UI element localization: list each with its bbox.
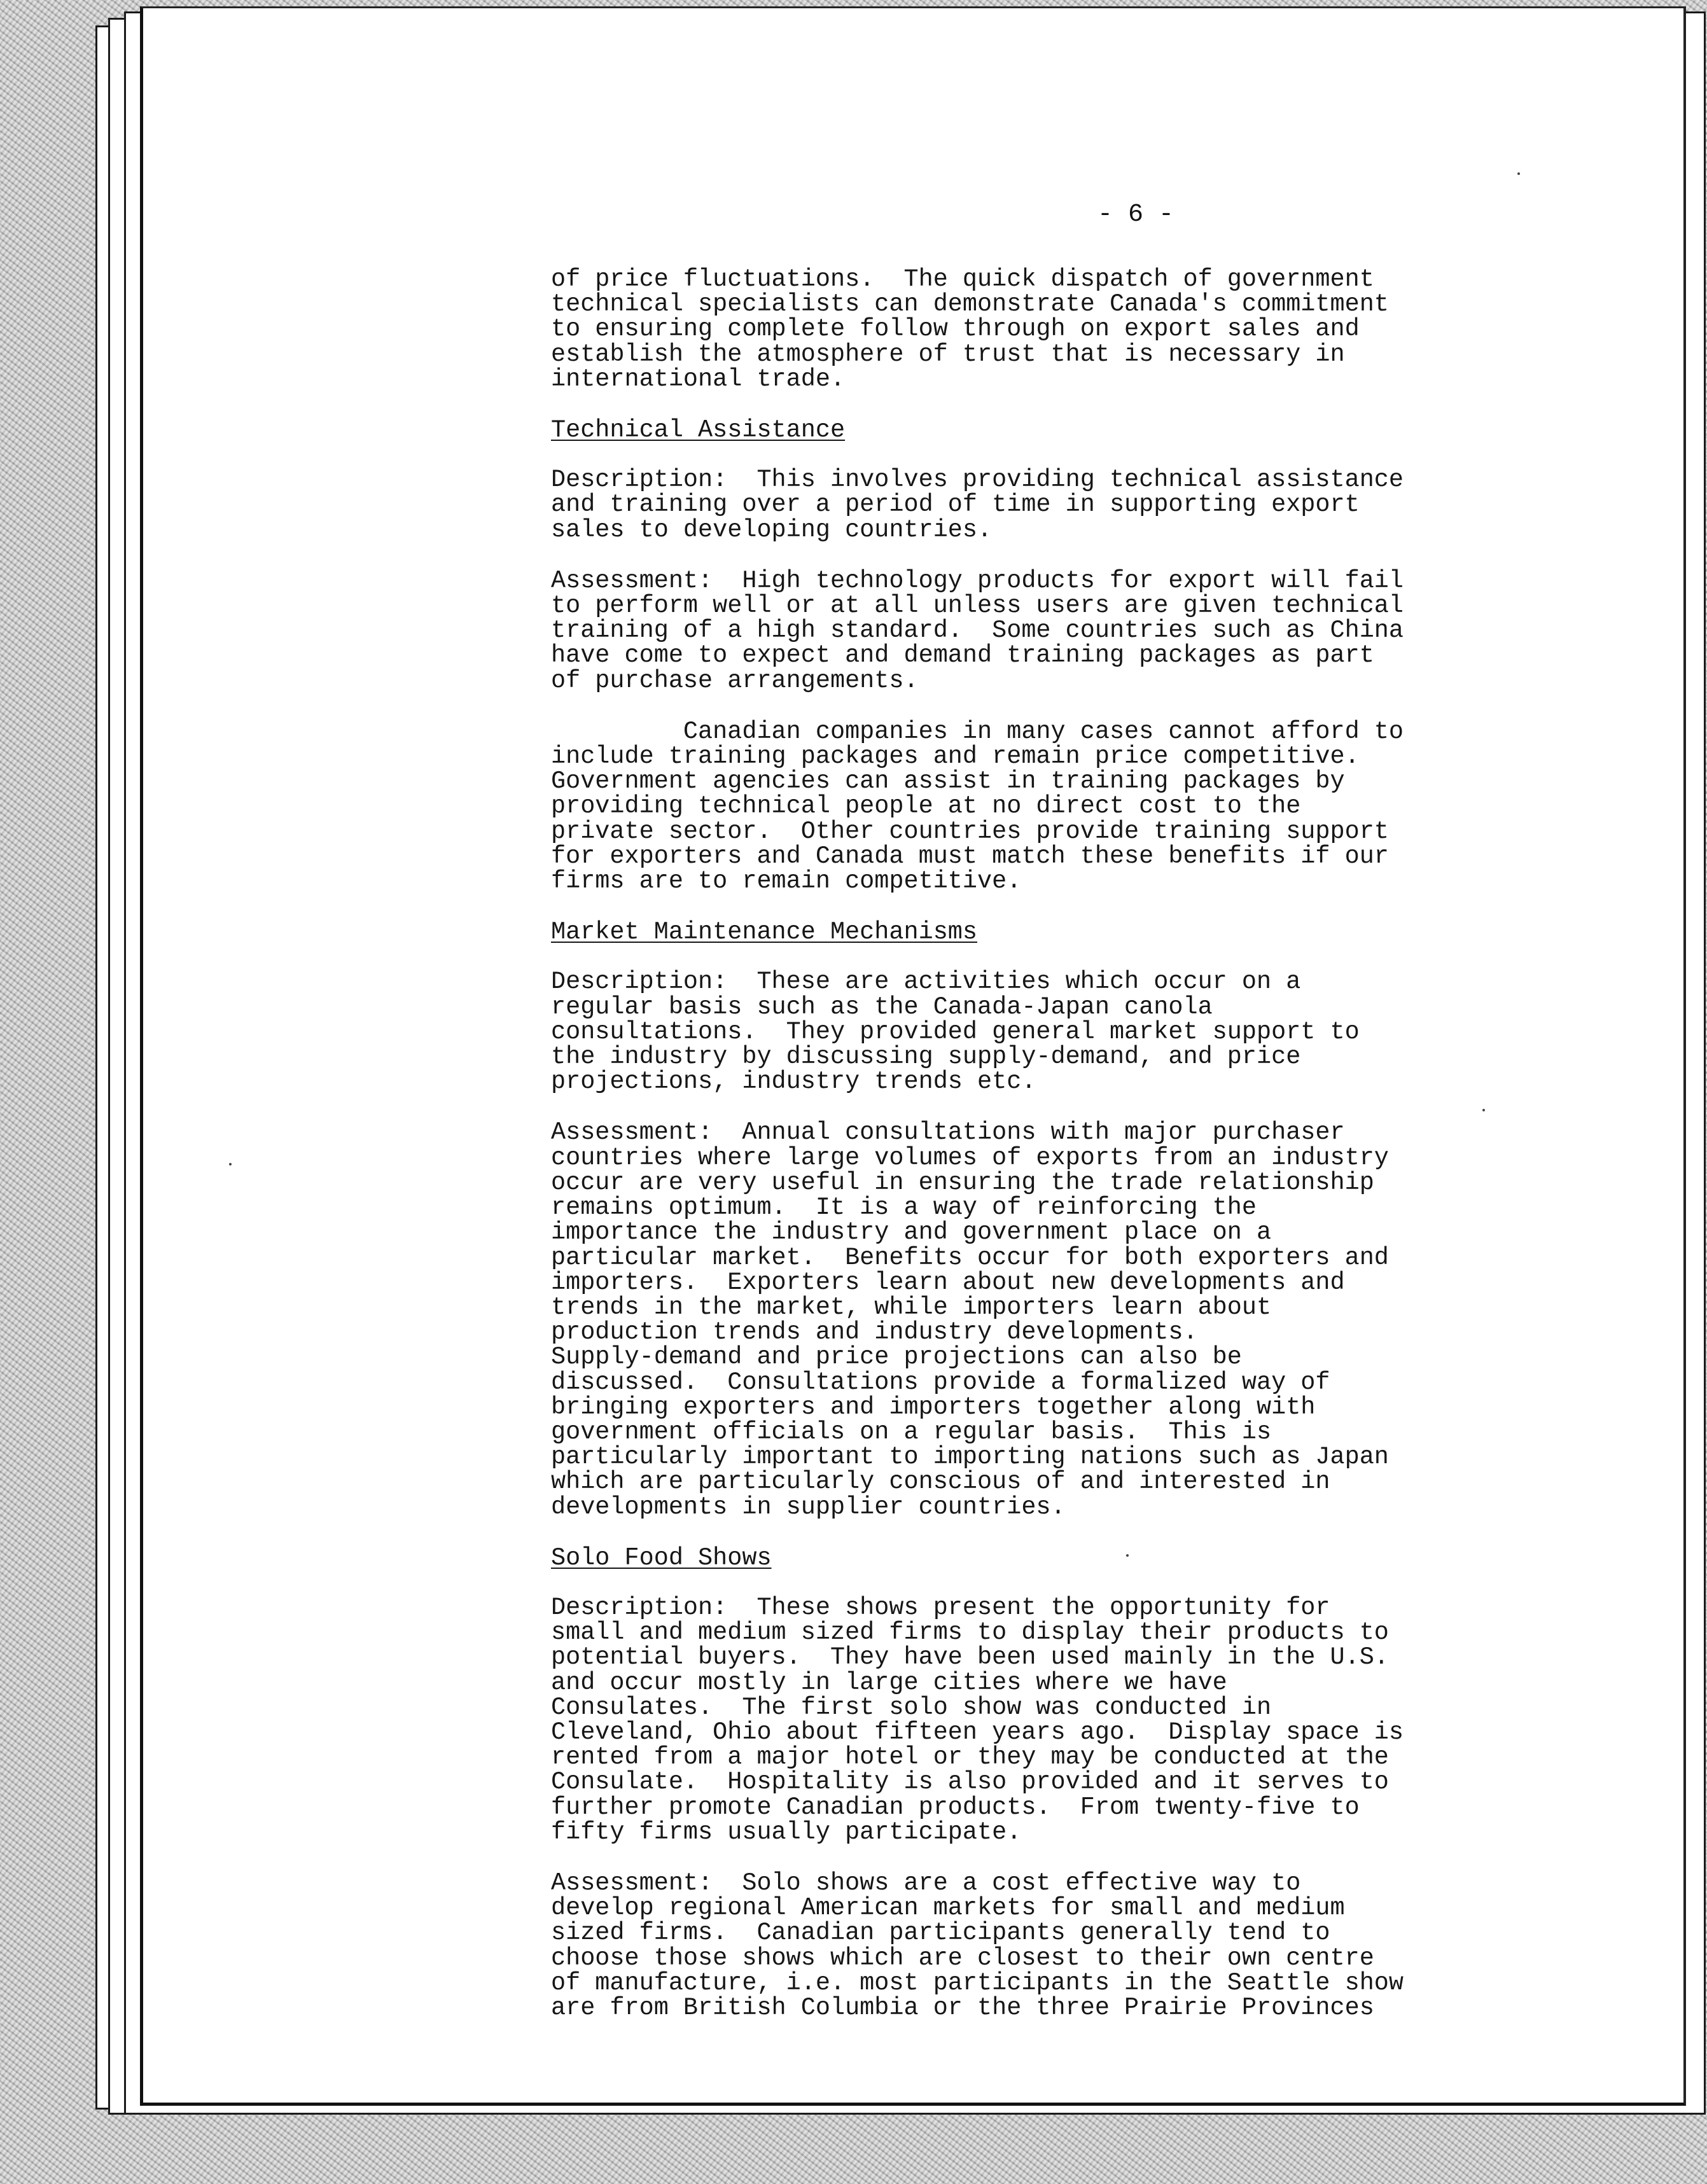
text-line: Cleveland, Ohio about fifteen years ago. Display space is — [551, 1718, 1404, 1746]
text-line: discussed. Consultations provide a formalized way of — [551, 1368, 1330, 1396]
text-line: particularly important to importing nations such as Japan — [551, 1443, 1389, 1471]
page-number: - 6 - — [1097, 200, 1174, 229]
text-line: establish the atmosphere of trust that is necessary in — [551, 340, 1345, 368]
text-line: sized firms. Canadian participants generally tend to — [551, 1919, 1330, 1947]
text-line: training of a high standard. Some countries such as China — [551, 616, 1404, 645]
text-line: private sector. Other countries provide training support — [551, 817, 1389, 845]
text-line: Supply-demand and price projections can also be — [551, 1343, 1242, 1372]
text-line: Assessment: Solo shows are a cost effective way to — [551, 1868, 1301, 1897]
text-line: Description: These are activities which occur on a — [551, 968, 1301, 996]
text-line: projections, industry trends etc. — [551, 1068, 1036, 1096]
text-line: countries where large volumes of exports from an industry — [551, 1143, 1389, 1172]
text-line: Assessment: High technology products for export will fail — [551, 566, 1404, 595]
text-line: for exporters and Canada must match these benefits if our — [551, 842, 1389, 870]
text-line: developments in supplier countries. — [551, 1492, 1066, 1521]
document-body — [551, 267, 1442, 2047]
text-line: production trends and industry developments. — [551, 1318, 1198, 1347]
text-line: Consulate. Hospitality is also provided and it serves to — [551, 1768, 1389, 1797]
text-line: to ensuring complete follow through on export sales and — [551, 315, 1360, 344]
technical-assistance-assessment — [551, 566, 1442, 695]
text-line: regular basis such as the Canada-Japan canola — [551, 992, 1213, 1021]
text-line: importance the industry and government place on a — [551, 1218, 1272, 1247]
scan-speck — [229, 1163, 232, 1165]
text-line: have come to expect and demand training packages as part — [551, 641, 1374, 670]
text-line: and occur mostly in large cities where we have — [551, 1668, 1227, 1697]
section-heading-market-maintenance: Market Maintenance Mechanisms — [551, 918, 978, 947]
text-line: Consulates. The first solo show was conducted in — [551, 1693, 1272, 1721]
text-line: the industry by discussing supply-demand, and price — [551, 1043, 1301, 1071]
text-line: rented from a major hotel or they may be conducted at the — [551, 1743, 1389, 1772]
text-line: trends in the market, while importers learn about — [551, 1293, 1272, 1321]
text-line: international trade. — [551, 365, 846, 393]
section-heading-technical-assistance: Technical Assistance — [551, 416, 846, 445]
text-line: providing technical people at no direct cost to the — [551, 792, 1301, 821]
text-line: develop regional American markets for small and medium — [551, 1894, 1345, 1923]
text-line: Description: This involves providing technical assistance — [551, 466, 1404, 494]
text-line: include training packages and remain price competitive. — [551, 742, 1360, 771]
text-line: which are particularly conscious of and interested in — [551, 1468, 1330, 1496]
text-line: of manufacture, i.e. most participants in the Seattle show — [551, 1968, 1404, 1997]
text-line: potential buyers. They have been used mainly in the U.S. — [551, 1643, 1389, 1672]
text-line: choose those shows which are closest to their own centre — [551, 1944, 1374, 1972]
text-line: remains optimum. It is a way of reinforcing the — [551, 1193, 1257, 1222]
section-heading-solo-food-shows: Solo Food Shows — [551, 1543, 772, 1572]
text-line: sales to developing countries. — [551, 515, 993, 544]
text-line: of purchase arrangements. — [551, 666, 919, 695]
text-line: Assessment: Annual consultations with major purchaser — [551, 1118, 1345, 1147]
text-line: and training over a period of time in supporting export — [551, 490, 1360, 519]
text-line: government officials on a regular basis. This is — [551, 1417, 1272, 1446]
text-line: bringing exporters and importers together along with — [551, 1393, 1316, 1421]
market-maintenance-assessment — [551, 1120, 1442, 1519]
text-line: importers. Exporters learn about new developments and — [551, 1268, 1345, 1297]
solo-food-shows-assessment — [551, 1868, 1442, 2022]
text-line: fifty firms usually participate. — [551, 1818, 1022, 1846]
technical-assistance-followup — [551, 717, 1442, 896]
text-line: Description: These shows present the opportunity for — [551, 1593, 1330, 1622]
text-line: to perform well or at all unless users are given technical — [551, 592, 1404, 620]
scan-speck — [1482, 1109, 1485, 1111]
text-line: technical specialists can demonstrate Canada's commitment — [551, 290, 1389, 319]
text-line: particular market. Benefits occur for both exporters and — [551, 1243, 1389, 1272]
text-line: consultations. They provided general market support to — [551, 1017, 1360, 1046]
text-line: occur are very useful in ensuring the trade relationship — [551, 1168, 1374, 1197]
text-line: small and medium sized firms to display their products to — [551, 1618, 1389, 1647]
text-line: of price fluctuations. The quick dispatch of government — [551, 265, 1374, 293]
scan-speck — [1517, 172, 1520, 175]
text-line: Canadian companies in many cases cannot afford to — [551, 717, 1404, 746]
solo-food-shows-description — [551, 1593, 1442, 1846]
text-line: firms are to remain competitive. — [551, 867, 1022, 896]
technical-assistance-description — [551, 468, 1442, 543]
market-maintenance-description — [551, 970, 1442, 1094]
text-line: Government agencies can assist in training packages by — [551, 767, 1345, 796]
text-line: further promote Canadian products. From twenty-five to — [551, 1793, 1360, 1821]
text-line: are from British Columbia or the three Prairie Provinces — [551, 1993, 1374, 2022]
intro-paragraph — [551, 267, 1442, 392]
